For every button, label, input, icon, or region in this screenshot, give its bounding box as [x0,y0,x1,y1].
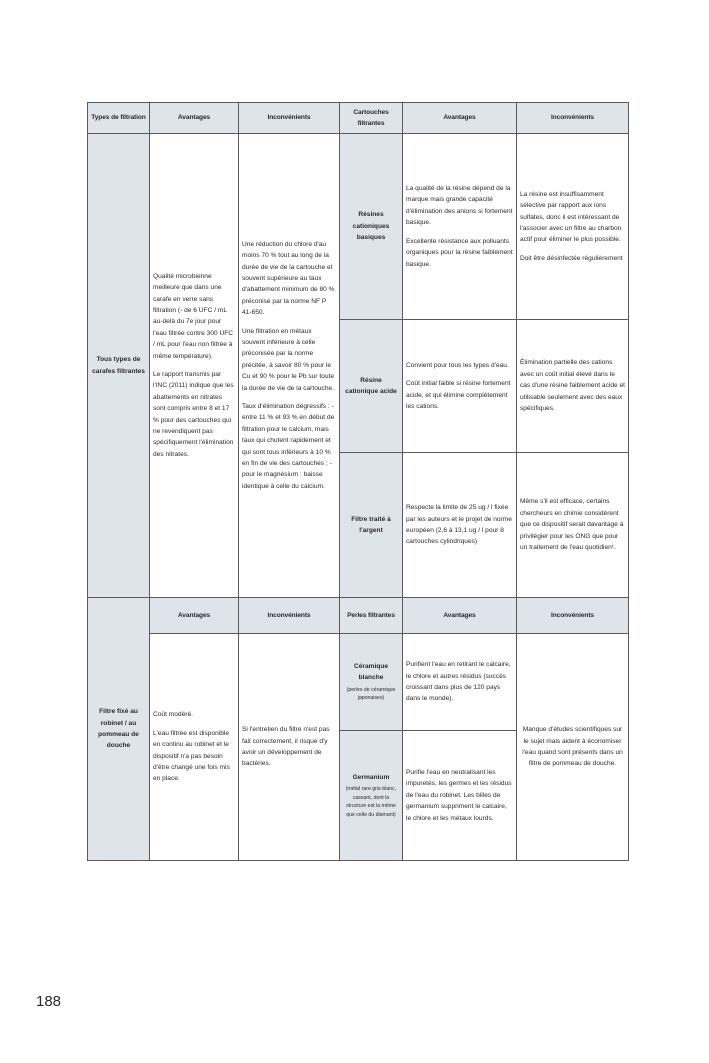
faucet-advantages [150,634,239,861]
table-row [88,134,629,320]
cartridge-disadvantages [517,320,629,453]
carafe-disadvantages [239,134,340,598]
cartridge-name: Résines cationiques basiques [340,134,403,320]
bead-advantages: Purifient l'eau en retirant le calcaire, le chlore et autres résidus (succès croissant dans plus de 120 pays dans le monde). [403,634,517,731]
cartridge-disadvantage-text: La résine est insuffisamment sélective par rapport aux ions sulfates, donc il est intéressant de l'associer avec un filtre au charbon actif pour éliminer le plus possible. [520,190,622,244]
cartridge-disadvantages [517,134,629,320]
faucet-advantage-text: Coût modéré. [153,711,193,719]
header-advantages: Avantages [150,103,239,134]
cartridge-advantage-text: Excellente résistance aux polluants organiques pour la résine faiblement basique. [406,237,513,268]
cartridge-advantage-text: Coût initial faible si résine fortement acide, et qui élimine complètement les cations. [406,380,511,410]
cartridge-name: Résine cationique acide [340,320,403,453]
header-cartridge-advantages: Avantages [403,103,517,134]
cartridge-disadvantage-text: Doit être désinfectée régulièrement [520,254,623,262]
header-cartridges: Cartouches filtrantes [340,103,403,134]
cartridge-disadvantage-text: Même s'il est efficace, certains chercheurs en chimie considèrent que ce dispositif serait davantage à privilégier pour les ONG que pour un traitement de l'eau quotidien¹. [520,498,624,552]
header-bead-disadvantages: Inconvénients [517,598,629,634]
section-label-carafes: Tous types de carafes filtrantes [88,134,150,598]
bead-name: Céramique blanche [353,663,389,682]
header-bead-advantages: Avantages [403,598,517,634]
cartridge-advantage-text: Convient pour tous les types d'eau. [406,361,509,369]
carafe-advantage-text: Qualité microbienne meilleure que dans une carafe en verre sans filtration (- de 6 UFC / mL au-delà du 7e jour pour l'eau filtrée contre 300 UFC / mL pour l'eau non filtrée à même température). [153,272,234,360]
table-header-row [88,103,629,134]
faucet-disadvantage-text: Si l'entretien du filtre n'est pas fait correctement, il risque d'y avoir un développement de bactéries. [242,726,330,768]
cartridge-disadvantages [517,453,629,598]
table-row [88,634,629,731]
carafe-disadvantage-text: Taux d'élimination dégressifs : - entre 11 % et 93 % en début de filtration pour le calcium, mais taux qui chutent rapidement et qui sont tous inférieurs à 10 % en fin de vie des cartouches ; - pour le magnésium : baisse identique à celle du calcium. [242,403,335,490]
bead-type [340,634,403,731]
carafe-advantage-text: Le rapport transmis par l'INC (2011) indique que les abattements en nitrates sont compris entre 8 et 17 % pour des cartouches qui ne revendiquent pas spécifiquement l'élimination des nitrates. [153,371,234,458]
cartridge-advantage-text: Respecte la limite de 25 ug / l fixée par les auteurs et le projet de norme européen (2,6 à 13,1 ug / l pour 8 cartouches cylindriques) [406,504,512,546]
carafe-disadvantage-text: Une filtration en métaux souvent inférieure à celle préconisée par la norme précitée, à savoir 80 % pour le Cu et 90 % pour le Pb sur toute la durée de vie de la cartouche. [242,327,335,392]
bead-note: (métal rare gris-blanc, cassant, dont la structure est la même que celle du diamant) [345,786,397,818]
header-cartridge-disadvantages: Inconvénients [517,103,629,134]
faucet-advantage-text: L'eau filtrée est disponible en continu au robinet et le dispositif n'a pas besoin d'être changé une fois mis en place. [153,729,230,783]
header-filtration-type: Types de filtration [88,103,150,134]
header-beads: Perles filtrantes [340,598,403,634]
bead-name: Germanium [352,773,390,781]
section-label-faucet: Filtre fixé au robinet / au pommeau de douche [88,598,150,861]
cartridge-advantage-text: La qualité de la résine dépend de la marque mais grande capacité d'élimination des anions si fortement basique. [406,185,513,227]
carafe-advantages [150,134,239,598]
cartridge-disadvantage-text: Élimination partielle des cations avec un coût initial élevé dans le cas d'une résine faiblement acide et utilisable seulement avec des eaux spécifiques. [520,359,625,413]
faucet-disadvantages [239,634,340,861]
bead-advantages: Purifie l'eau en neutralisant les impuretés, les germes et les résidus de l'eau du robinet. Les billes de germanium suppriment le calcaire, le chlore et les métaux lourds. [403,731,517,861]
cartridge-advantages [403,453,517,598]
header-advantages: Avantages [150,598,239,634]
header-disadvantages: Inconvénients [239,598,340,634]
table-subheader-row [88,598,629,634]
bead-note: (perles de céramique japonaises) [346,686,396,702]
cartridge-advantages [403,320,517,453]
filtration-table [87,102,629,861]
cartridge-advantages [403,134,517,320]
cartridge-name: Filtre traité à l'argent [340,453,403,598]
bead-disadvantages: Manque d'études scientifiques sur le sujet mais aident à économiser l'eau quand sont présents dans un filtre de pommeau de douche. [517,634,629,861]
header-disadvantages: Inconvénients [239,103,340,134]
page-number: 188 [36,993,62,1010]
carafe-disadvantage-text: Une réduction du chlore d'au moins 70 % tout au long de la durée de vie de la cartouche et souvent supérieure au taux d'abattement minimum de 80 % préconisé par la norme NF P 41-650. [242,240,335,317]
bead-type [340,731,403,861]
